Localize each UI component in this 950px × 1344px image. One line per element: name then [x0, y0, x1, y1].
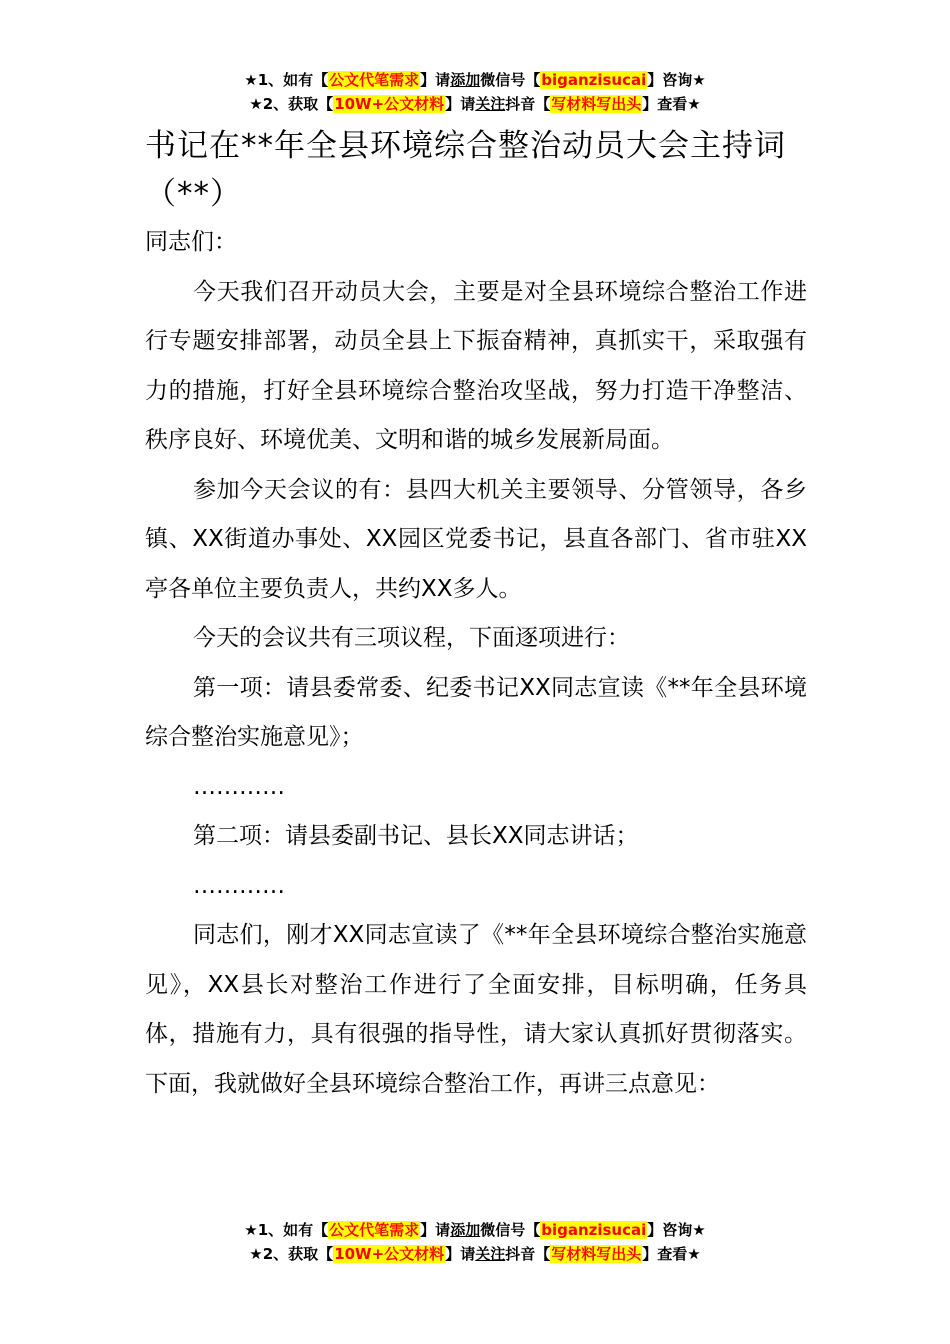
banner-underline: 添加 [450, 1221, 481, 1239]
banner-line-2 [0, 1242, 950, 1266]
ellipsis-line: ………… [193, 872, 285, 899]
paragraph: 第一项：请县委常委、纪委书记XX同志宣读《**年全县环境综合整治实施意见》； [145, 674, 807, 750]
ellipsis-line: ………… [193, 773, 285, 800]
banner-highlight: biganzisucai [541, 1221, 647, 1239]
banner-text: ★1、如有【 [244, 1221, 329, 1239]
banner-text: 】查看★ [642, 95, 701, 113]
paragraph: 参加今天会议的有：县四大机关主要领导、分管领导，各乡镇、XX街道办事处、XX园区党委书记，县直各部门、省市驻XX亭各单位主要负责人，共约XX多人。 [145, 476, 807, 602]
banner-text: ★2、获取【 [249, 95, 334, 113]
banner-text: 抖音【 [505, 95, 551, 113]
banner-text: 微信号【 [480, 71, 541, 89]
banner-highlight: 10W+公文材料 [334, 95, 445, 113]
banner-line-1 [0, 1218, 950, 1242]
banner-underline: 关注 [475, 1245, 506, 1263]
paragraph: 今天我们召开动员大会，主要是对全县环境综合整治工作进行专题安排部署，动员全县上下振奋精神，真抓实干，采取强有力的措施，打好全县环境综合整治攻坚战，努力打造干净整洁、秩序良好、环境优美、文明和谐的城乡发展新局面。 [145, 278, 807, 453]
banner-text: 】咨询★ [647, 1221, 706, 1239]
banner-highlight: 公文代笔需求 [329, 1221, 420, 1239]
banner-line-1 [0, 68, 950, 92]
banner-text: 抖音【 [505, 1245, 551, 1263]
header-banner [0, 68, 950, 116]
banner-text: ★2、获取【 [249, 1245, 334, 1263]
footer-banner [0, 1218, 950, 1266]
paragraph: 今天的会议共有三项议程，下面逐项进行： [193, 625, 630, 651]
banner-highlight: 写材料写出头 [551, 95, 642, 113]
banner-highlight: 10W+公文材料 [334, 1245, 445, 1263]
banner-underline: 关注 [475, 95, 506, 113]
banner-highlight: 公文代笔需求 [329, 71, 420, 89]
banner-text: 】请 [420, 71, 451, 89]
document-body [145, 122, 807, 1109]
banner-text: 】查看★ [642, 1245, 701, 1263]
banner-highlight: 写材料写出头 [551, 1245, 642, 1263]
salutation: 同志们： [145, 229, 237, 255]
banner-underline: 添加 [450, 71, 481, 89]
banner-text: 】请 [420, 1221, 451, 1239]
banner-line-2 [0, 92, 950, 116]
banner-highlight: biganzisucai [541, 71, 647, 89]
document-title: 书记在**年全县环境综合整治动员大会主持词（**） [145, 128, 786, 212]
banner-text: 】请 [445, 1245, 476, 1263]
banner-text: 】咨询★ [647, 71, 706, 89]
paragraph: 第二项：请县委副书记、县长XX同志讲话； [193, 823, 639, 849]
banner-text: 微信号【 [480, 1221, 541, 1239]
banner-text: 】请 [445, 95, 476, 113]
paragraph: 同志们，刚才XX同志宣读了《**年全县环境综合整治实施意见》，XX县长对整治工作进行了全面安排，目标明确，任务具体，措施有力，具有很强的指导性，请大家认真抓好贯彻落实。下面，我就做好全县环境综合整治工作，再讲三点意见： [145, 922, 807, 1097]
banner-text: ★1、如有【 [244, 71, 329, 89]
